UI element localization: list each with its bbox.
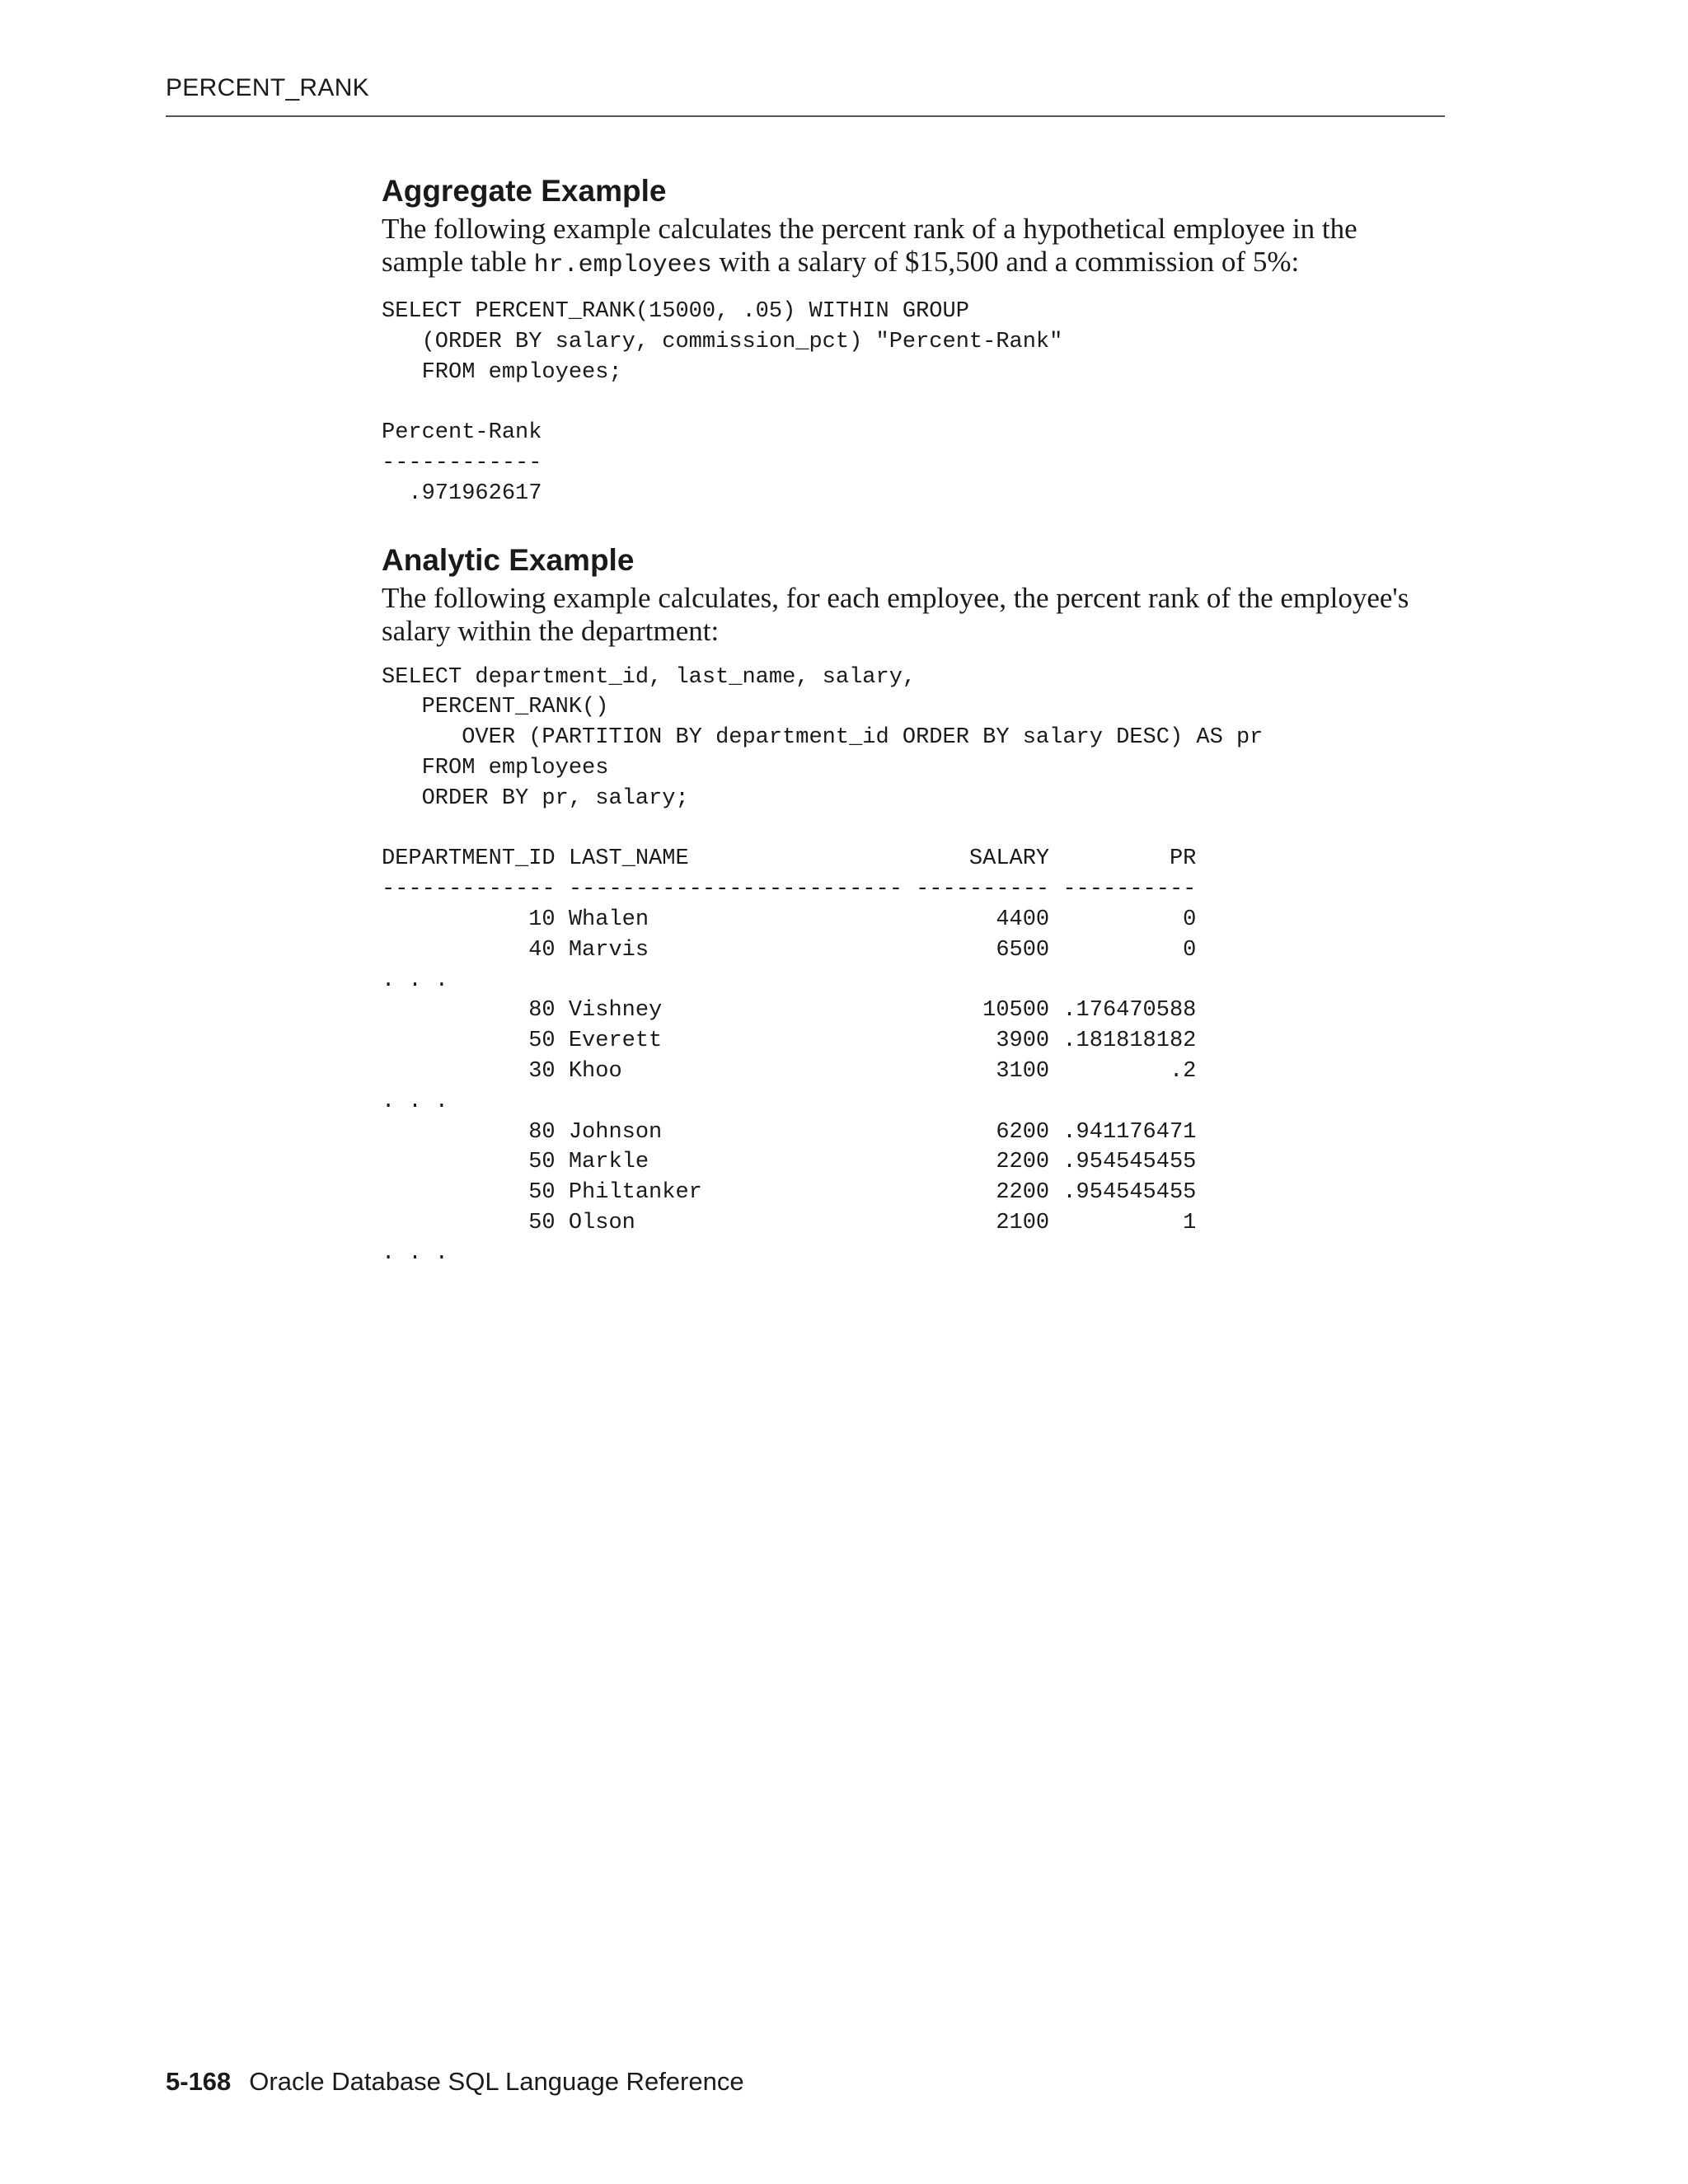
page-footer bbox=[166, 2067, 744, 2097]
aggregate-para-text-after: with a salary of $15,500 and a commission of 5%: bbox=[711, 246, 1300, 278]
aggregate-para-text-before: The following example calculates the percent rank of a hypothetical employee in the sample table bbox=[382, 213, 1357, 278]
aggregate-example-section bbox=[382, 171, 1445, 509]
page-number: 5-168 bbox=[166, 2067, 232, 2096]
book-title: Oracle Database SQL Language Reference bbox=[249, 2067, 744, 2096]
analytic-code-block: SELECT department_id, last_name, salary, PERCENT_RANK() OVER (PARTITION BY department_id ORDER BY salary DESC) AS pr FROM employees ORDER BY pr, salary; DEPARTMENT_ID LAST_NAME SALARY PR ------------- ------------------------- ---------- ---------- 10 Whalen 4400 0 40 Marvis 6500 0 . . . 80 Vishney 10500 .176470588 50 Everett 3900 .181818182 30 Khoo 3100 .2 . . . 80 Johnson 6200 .941176471 50 Markle 2200 .954545455 50 Philtanker 2200 .954545455 50 Olson 2100 1 . . . bbox=[382, 664, 1264, 1266]
running-head: PERCENT_RANK bbox=[166, 74, 369, 101]
aggregate-example-title: Aggregate Example bbox=[382, 174, 667, 208]
main-content bbox=[382, 171, 1445, 1269]
aggregate-code-block: SELECT PERCENT_RANK(15000, .05) WITHIN GROUP (ORDER BY salary, commission_pct) "Percent-Rank" FROM employees; Percent-Rank ------------ .971962617 bbox=[382, 299, 1063, 506]
analytic-example-title: Analytic Example bbox=[382, 542, 635, 577]
analytic-example-paragraph: The following example calculates, for each employee, the percent rank of the employee's salary within the department: bbox=[382, 581, 1409, 647]
aggregate-para-code: hr.employees bbox=[533, 251, 712, 279]
aggregate-example-paragraph bbox=[382, 213, 1445, 282]
analytic-example-section bbox=[382, 541, 1445, 1269]
header-rule bbox=[166, 115, 1445, 117]
